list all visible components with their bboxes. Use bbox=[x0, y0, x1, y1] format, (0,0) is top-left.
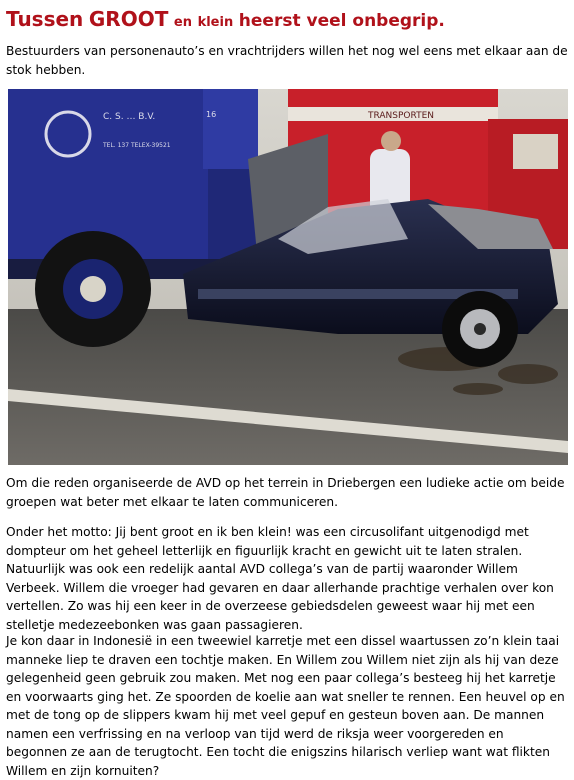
paragraph-2: Onder het motto: Jij bent groot en ik ben klein! was een circusolifant uitgenodigd met dompteur om het geheel letterlijk en figuurlijk kracht en gewicht uit te laten stralen. Natuurlijk was ook een redelijk aantal AVD collega’s van de partij waaronder Willem Verbeek. Willem die vroeger had gevaren en daar allerhande prachtige verhalen over kon vertellen. Zo was hij een keer in de overzeese gebiedsdelen geweest waar hij met een stelletje medezeebonken was gaan passagieren. bbox=[6, 525, 554, 632]
paragraph-1: Om die reden organiseerde de AVD op het terrein in Driebergen een ludieke actie om beide groepen wat beter met elkaar te laten communiceren. bbox=[6, 476, 565, 509]
title-word-en: en bbox=[173, 15, 192, 30]
truck-cab bbox=[8, 89, 268, 279]
truck-cab-text: C. S. … B.V. bbox=[103, 112, 156, 122]
title-word-groot: GROOT bbox=[88, 7, 169, 31]
truck-phone-text: TEL. 137 TELEX-39521 bbox=[103, 142, 171, 149]
trailer-text: TRANSPORTEN bbox=[368, 111, 435, 121]
title-word-klein: klein bbox=[197, 15, 234, 30]
car-wheel bbox=[442, 291, 518, 367]
truck-number: 16 bbox=[206, 110, 217, 119]
accident-photo bbox=[8, 89, 568, 465]
truck-wheel bbox=[35, 231, 151, 347]
title-word-tussen: Tussen bbox=[6, 7, 84, 31]
page-title bbox=[6, 4, 445, 38]
title-word-rest: heerst veel onbegrip. bbox=[238, 11, 445, 31]
intro-paragraph: Bestuurders van personenauto’s en vrachtrijders willen het nog wel eens met elkaar aan de stok hebben. bbox=[6, 44, 568, 77]
paragraph-3: Je kon daar in Indonesië in een tweewiel karretje met een dissel waartussen zo’n klein taai manneke liep te draven een tochtje maken. En Willem zou Willem niet zijn als hij van deze gelegenheid geen gebruik zou maken. Met nog een paar collega’s besteeg hij het karretje en voorwaarts ging het. Ze spoorden de koelie aan wat sneller te rennen. Een heuvel op en met de tong op de slippers kwam hij met veel gepuf en gesteun boven aan. De mannen namen een verfrissing en na verloop van tijd werd de riksja weer voorgereden en begonnen ze aan de terugtocht. Een tocht die enigszins hilarisch verliep want wat flikten Willem en zijn kornuiten? bbox=[6, 634, 565, 778]
